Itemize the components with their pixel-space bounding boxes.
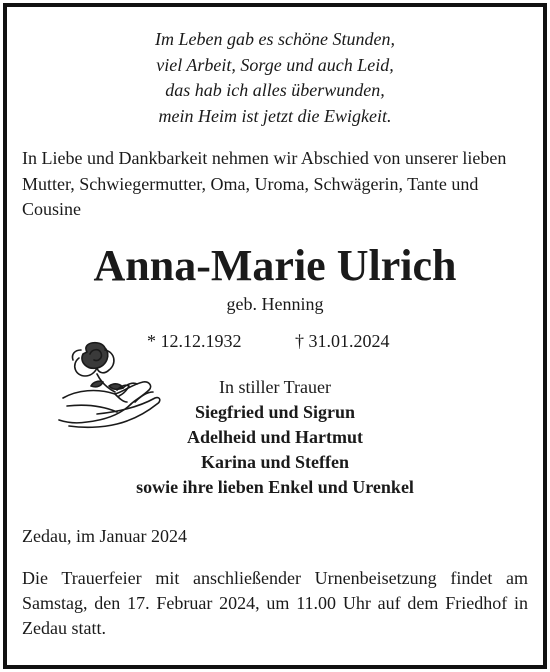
poem-line: Im Leben gab es schöne Stunden, bbox=[155, 29, 395, 49]
intro-text: In Liebe und Dankbarkeit nehmen wir Abschied von unserer lieben Mutter, Schwiegermutter, Oma, Uroma, Schwägerin, Tante und Cousine bbox=[22, 148, 507, 219]
mourner-line: Adelheid und Hartmut bbox=[186, 427, 364, 447]
mourner-line: sowie ihre lieben Enkel und Urenkel bbox=[136, 477, 414, 497]
mourners-block bbox=[0, 375, 550, 500]
deceased-name: Anna-Marie Ulrich bbox=[93, 241, 457, 290]
poem bbox=[0, 27, 550, 129]
mourners-heading: In stiller Trauer bbox=[219, 377, 331, 397]
place-date: Zedau, im Januar 2024 bbox=[22, 526, 187, 546]
poem-line: viel Arbeit, Sorge und auch Leid, bbox=[156, 54, 394, 75]
poem-line: das hab ich alles überwunden, bbox=[165, 80, 385, 100]
maiden-name: geb. Henning bbox=[226, 294, 324, 314]
service-info: Die Trauerfeier mit anschließender Urnenbeisetzung findet am Samstag, den 17. Februar 2024, um 11.00 Uhr auf dem Friedhof in Zedau statt. bbox=[22, 568, 528, 638]
poem-line: mein Heim ist jetzt die Ewigkeit. bbox=[158, 105, 392, 126]
mourner-line: Karina und Steffen bbox=[200, 452, 350, 472]
death-date: † 31.01.2024 bbox=[295, 331, 390, 351]
mourner-line: Siegfried und Sigrun bbox=[194, 402, 356, 422]
birth-date: * 12.12.1932 bbox=[147, 331, 242, 351]
